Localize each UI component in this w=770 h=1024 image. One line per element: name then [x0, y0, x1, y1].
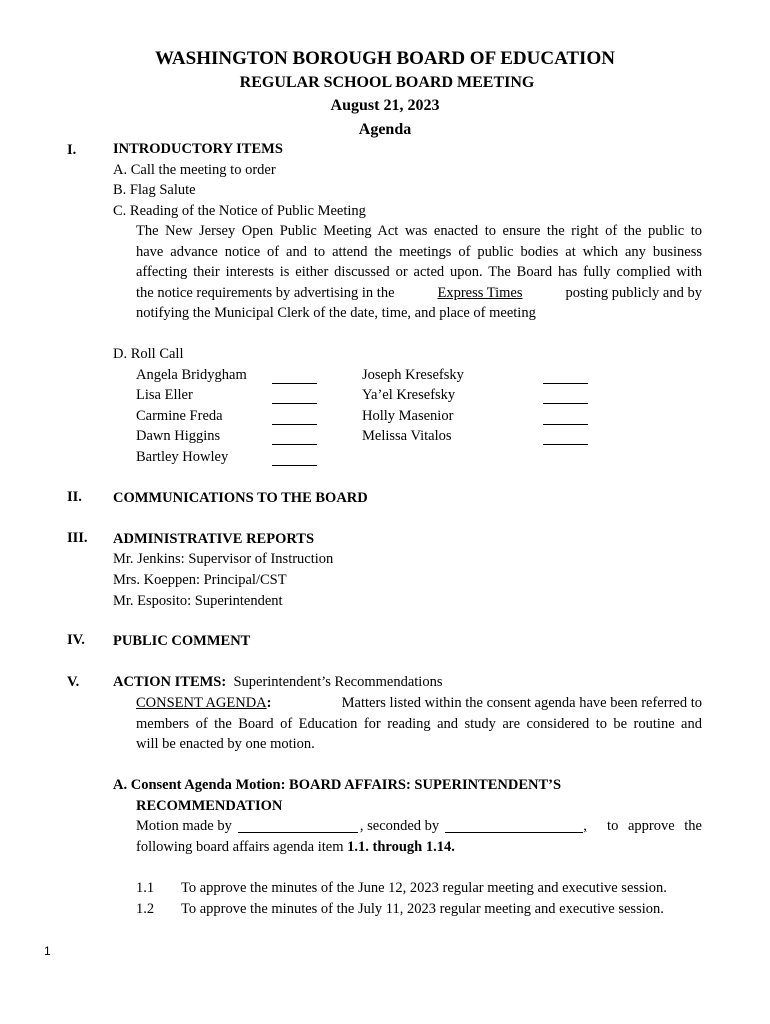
- item-range: 1.1. through 1.14.: [347, 839, 455, 855]
- page-number: 1: [44, 944, 51, 958]
- roll-call-name: Dawn Higgins: [136, 428, 221, 444]
- section-number: V.: [67, 674, 80, 690]
- roll-call-blank: [543, 430, 588, 445]
- consent-text: Matters listed within the consent agenda have been referred to: [341, 695, 702, 711]
- motion-text: ,: [583, 818, 587, 834]
- section-number: IV.: [67, 632, 85, 648]
- section-number: I.: [67, 142, 77, 158]
- seconder-blank: [445, 818, 583, 833]
- roll-call-name: Joseph Kresefsky: [362, 367, 464, 383]
- agenda-item: D. Roll Call: [113, 346, 184, 362]
- report-line: Mr. Esposito: Superintendent: [113, 593, 283, 609]
- roll-call-blank: [272, 369, 317, 384]
- mover-blank: [238, 818, 358, 833]
- roll-call-blank: [543, 389, 588, 404]
- motion-text: to approve the: [607, 818, 702, 834]
- roll-call-blank: [272, 389, 317, 404]
- meeting-date: August 21, 2023: [330, 97, 440, 114]
- item-number: 1.1: [136, 880, 155, 896]
- motion-heading: A. Consent Agenda Motion: BOARD AFFAIRS: SUPERINTENDENT’S: [113, 777, 562, 793]
- item-text: To approve the minutes of the June 12, 2023 regular meeting and executive session.: [181, 880, 667, 896]
- section-title: ACTION ITEMS:: [113, 674, 227, 690]
- notice-paragraph-line: notifying the Municipal Clerk of the date, time, and place of meeting: [136, 305, 536, 321]
- roll-call-name: Ya’el Kresefsky: [362, 387, 456, 403]
- section-heading: [113, 672, 442, 693]
- roll-call-name: Holly Masenior: [362, 408, 454, 424]
- item-text: To approve the minutes of the July 11, 2023 regular meeting and executive session.: [181, 901, 664, 917]
- motion-line: [136, 816, 702, 837]
- motion-text: following board affairs agenda item: [136, 839, 344, 855]
- report-line: Mr. Jenkins: Supervisor of Instruction: [113, 551, 334, 567]
- roll-call-name: Melissa Vitalos: [362, 428, 452, 444]
- notice-text: the notice requirements by advertising in the: [136, 285, 395, 301]
- motion-line: [136, 837, 455, 858]
- motion-text: , seconded by: [359, 818, 440, 834]
- agenda-item: C. Reading of the Notice of Public Meeting: [113, 203, 366, 219]
- notice-paragraph-line: have advance notice of and to attend the meetings of public bodies at which any business: [136, 244, 702, 260]
- item-number: 1.2: [136, 901, 155, 917]
- motion-text: Motion made by: [136, 818, 232, 834]
- consent-paragraph-line: [136, 693, 702, 714]
- consent-colon: :: [266, 695, 272, 711]
- notice-paragraph-line: [136, 283, 702, 304]
- section-subtitle: Superintendent’s Recommendations: [233, 674, 443, 690]
- section-number: III.: [67, 530, 88, 546]
- agenda-item: B. Flag Salute: [113, 182, 196, 198]
- section-title: COMMUNICATIONS TO THE BOARD: [113, 490, 368, 506]
- newspaper-name: Express Times: [437, 285, 523, 301]
- section-title: ADMINISTRATIVE REPORTS: [113, 531, 315, 547]
- notice-text: posting publicly and by: [565, 285, 702, 301]
- consent-paragraph-line: members of the Board of Education for reading and study are considered to be routine and: [136, 716, 702, 732]
- roll-call-blank: [272, 410, 317, 425]
- consent-agenda-label: CONSENT AGENDA: [136, 695, 267, 711]
- consent-paragraph-line: will be enacted by one motion.: [136, 736, 315, 752]
- roll-call-name: Carmine Freda: [136, 408, 223, 424]
- notice-paragraph-line: The New Jersey Open Public Meeting Act was enacted to ensure the right of the public to: [136, 223, 702, 239]
- agenda-item: A. Call the meeting to order: [113, 162, 276, 178]
- roll-call-name: Lisa Eller: [136, 387, 193, 403]
- meeting-title: REGULAR SCHOOL BOARD MEETING: [239, 74, 535, 91]
- roll-call-blank: [272, 430, 317, 445]
- roll-call-blank: [272, 451, 317, 466]
- motion-heading: RECOMMENDATION: [136, 798, 283, 814]
- agenda-label: Agenda: [358, 121, 412, 138]
- section-title: PUBLIC COMMENT: [113, 633, 251, 649]
- roll-call-name: Bartley Howley: [136, 449, 229, 465]
- section-number: II.: [67, 489, 82, 505]
- roll-call-blank: [543, 410, 588, 425]
- document-title: WASHINGTON BOROUGH BOARD OF EDUCATION: [155, 48, 615, 69]
- section-title: INTRODUCTORY ITEMS: [113, 141, 283, 157]
- roll-call-name: Angela Bridygham: [136, 367, 247, 383]
- roll-call-blank: [543, 369, 588, 384]
- report-line: Mrs. Koeppen: Principal/CST: [113, 572, 287, 588]
- notice-paragraph-line: affecting their interests is either discussed or acted upon. The Board has fully complied with: [136, 264, 702, 280]
